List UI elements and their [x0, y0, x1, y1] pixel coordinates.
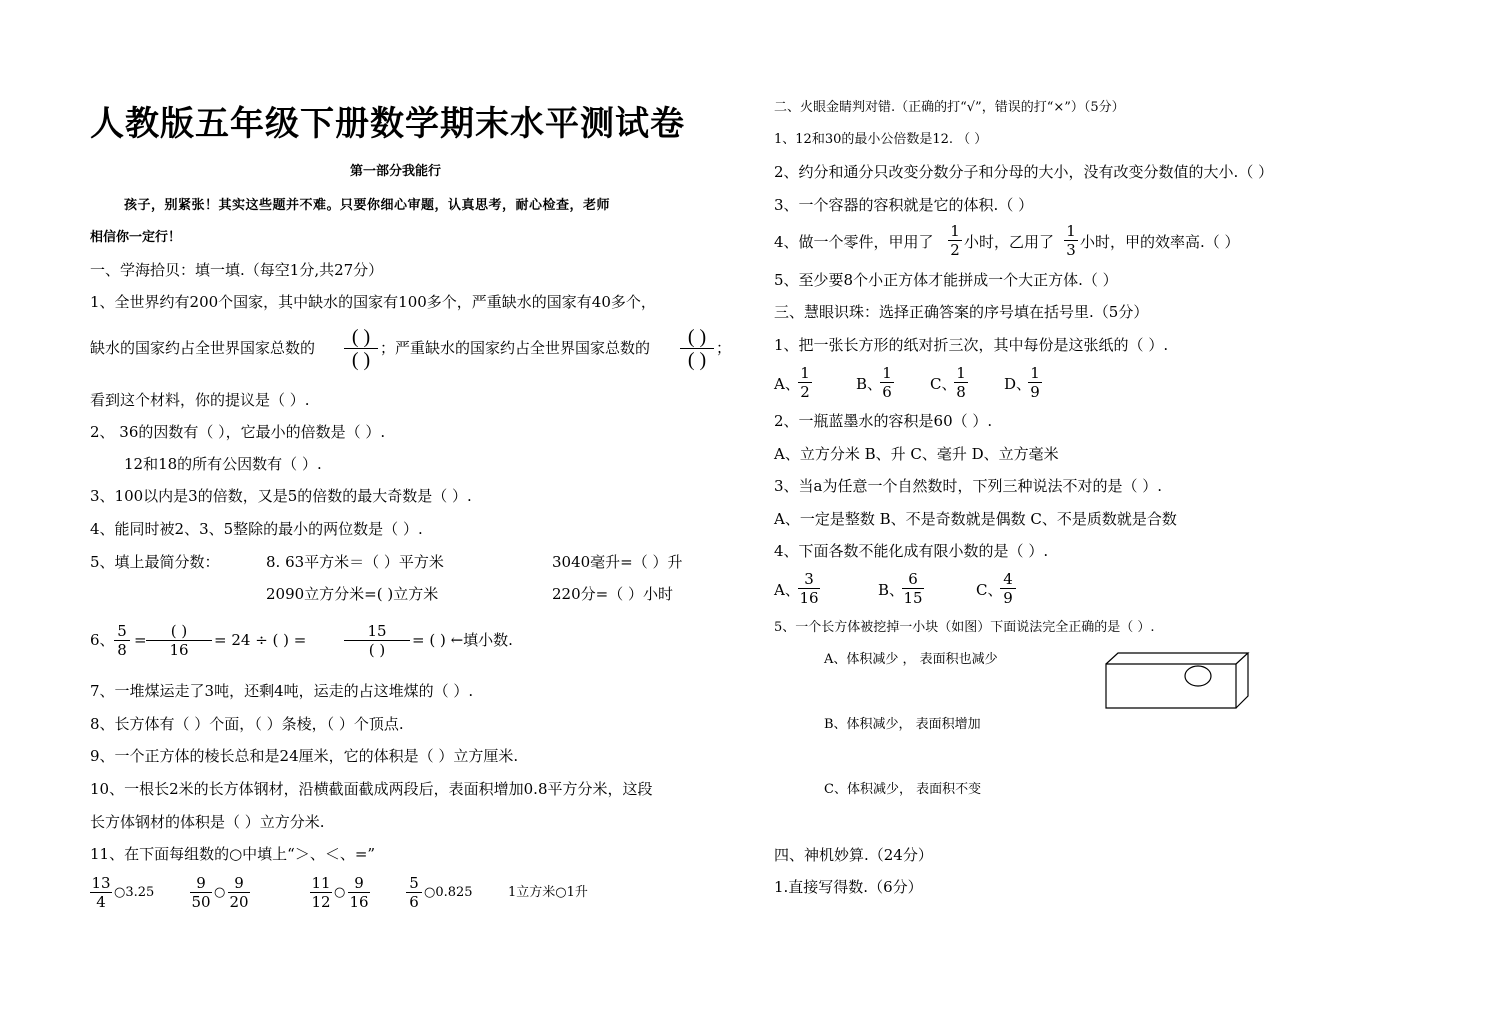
choice-1-opt-b-label: B、 [856, 375, 883, 393]
choice-4-opt-c-label: C、 [976, 581, 1003, 599]
choice-4-opt-a-fraction [798, 570, 820, 607]
section-1-heading: 一、学海拾贝：填一填.（每空1分,共27分） [90, 261, 384, 279]
page-title: 人教版五年级下册数学期末水平测试卷 [90, 104, 685, 144]
fraction-denominator: 8 [956, 383, 966, 401]
fraction-numerator: 1 [880, 364, 894, 383]
q10-line1: 10、一根长2米的长方体钢材，沿横截面截成两段后，表面积增加0.8平方分米，这段 [90, 780, 653, 798]
q11-item1-tail: ○3.25 [114, 885, 155, 900]
fraction-denominator: 16 [799, 589, 819, 607]
fraction-numerator: 11 [311, 874, 331, 892]
q8: 8、长方体有（ ）个面，（ ）条棱，（ ）个顶点. [90, 715, 404, 733]
choice-1: 1、把一张长方形的纸对折三次，其中每份是这张纸的（ ）. [774, 336, 1169, 354]
q1-fraction-blank-1 [344, 326, 378, 371]
fraction-denominator: 6 [882, 383, 892, 401]
fraction-numerator: 3 [798, 570, 820, 589]
choice-1-opt-c-label: C、 [930, 375, 957, 393]
fraction-denominator: 2 [950, 241, 960, 259]
choice-1-opt-a-fraction [798, 364, 812, 401]
q6-fraction-2 [146, 622, 212, 659]
fraction-numerator: 9 [228, 874, 250, 893]
q11-item3-fraction-b [348, 874, 370, 911]
q1-fraction-blank-2 [680, 326, 714, 371]
fraction-numerator: 1 [948, 222, 962, 241]
q6-fraction-1 [114, 622, 130, 659]
judge-4a: 4、做一个零件，甲用了 [774, 233, 934, 251]
fraction-denominator: ( ) [687, 349, 707, 371]
fraction-numerator: 1 [1064, 222, 1078, 241]
choice-4-opt-b-label: B、 [878, 581, 905, 599]
q11-item2-fraction-b [228, 874, 250, 911]
section-2-heading: 二、火眼金睛判对错.（正确的打“√”，错误的打“×”）（5分） [774, 100, 1125, 115]
judge-4b: 小时，乙用了 [964, 233, 1055, 251]
encouragement-line-1: 孩子，别紧张！其实这些题并不难。只要你细心审题，认真思考，耐心检查，老师 [124, 198, 611, 213]
q11-item3-circle: ○ [334, 885, 346, 900]
fraction-denominator: 3 [1066, 241, 1076, 259]
fraction-numerator: 5 [406, 874, 422, 893]
q11-item1-fraction [90, 874, 112, 911]
fraction-numerator: 4 [1000, 570, 1016, 589]
fraction-numerator: ( ) [344, 326, 378, 349]
q10-line2: 长方体钢材的体积是（ ）立方分米. [90, 813, 325, 831]
cuboid-side-face [1236, 653, 1248, 708]
q5-b: 3040毫升=（ ）升 [552, 553, 683, 571]
q11: 11、在下面每组数的○中填上“＞、＜、=” [90, 845, 376, 863]
fraction-denominator: 9 [1003, 589, 1013, 607]
choice-1-opt-c-fraction [954, 364, 968, 401]
fraction-numerator: 5 [114, 622, 130, 641]
choice-4: 4、下面各数不能化成有限小数的是（ ）. [774, 542, 1049, 560]
judge-3: 3、一个容器的容积就是它的体积.（ ） [774, 196, 1034, 214]
q4: 4、能同时被2、3、5整除的最小的两位数是（ ）. [90, 520, 423, 538]
choice-5-opt-b: B、体积减少， 表面积增加 [824, 717, 981, 732]
fraction-denominator: ( ) [351, 349, 371, 371]
choice-1-opt-d-fraction [1028, 364, 1042, 401]
q11-item2-fraction-a [190, 874, 212, 911]
fraction-denominator: 8 [117, 641, 127, 659]
fraction-denominator: 2 [800, 383, 810, 401]
choice-1-opt-b-fraction [880, 364, 894, 401]
q11-item4-tail: ○0.825 [424, 885, 473, 900]
choice-4-opt-b-fraction [902, 570, 924, 607]
fraction-denominator: 50 [191, 893, 211, 911]
fraction-denominator: 4 [96, 893, 106, 911]
part-heading: 第一部分我能行 [350, 164, 442, 179]
fraction-denominator: 12 [311, 893, 331, 911]
q1-semicolon: ； [716, 339, 732, 357]
q6-middle: = 24 ÷ ( ) = [214, 631, 307, 649]
fraction-denominator: 16 [349, 893, 369, 911]
fraction-numerator: 15 [344, 622, 410, 641]
choice-1-opt-a-label: A、 [774, 375, 800, 393]
fraction-numerator: 1 [1028, 364, 1042, 383]
choice-3: 3、当a为任意一个自然数时，下列三种说法不对的是（ ）. [774, 477, 1163, 495]
q2-line2: 12和18的所有公因数有（ ）. [124, 455, 322, 473]
judge-1: 1、12和30的最小公倍数是12. （ ） [774, 132, 988, 147]
choice-5-opt-c: C、体积减少， 表面积不变 [824, 782, 982, 797]
q6-fraction-3 [344, 622, 410, 659]
q1-line1: 1、全世界约有200个国家，其中缺水的国家有100多个，严重缺水的国家有40多个， [90, 293, 656, 311]
fraction-denominator: 15 [903, 589, 923, 607]
q1-line2b: ；严重缺水的国家约占全世界国家总数的 [380, 339, 651, 357]
cuboid-top-face [1106, 653, 1248, 664]
choice-5-opt-a: A、体积减少 ， 表面积也减少 [824, 652, 998, 667]
fraction-numerator: ( ) [146, 622, 212, 641]
q7: 7、一堆煤运走了3吨，还剩4吨，运走的占这堆煤的（ ）. [90, 682, 474, 700]
q6-end: = ( ) ←填小数. [412, 631, 513, 649]
q3: 3、100以内是3的倍数，又是5的倍数的最大奇数是（ ）. [90, 487, 472, 505]
judge-4c: 小时，甲的效率高.（ ） [1080, 233, 1240, 251]
cuboid-figure [1100, 650, 1252, 712]
q1-line3: 看到这个材料，你的提议是（ ）. [90, 391, 310, 409]
dug-out-hole [1185, 666, 1211, 686]
choice-2: 2、一瓶蓝墨水的容积是60（ ）. [774, 412, 993, 430]
fraction-denominator: 6 [409, 893, 419, 911]
choice-5: 5、一个长方体被挖掉一小块（如图）下面说法完全正确的是（ ）. [774, 620, 1155, 635]
q11-item5: 1立方米○1升 [508, 885, 588, 900]
q9: 9、一个正方体的棱长总和是24厘米，它的体积是（ ）立方厘米. [90, 747, 519, 765]
q2-line1: 2、 36的因数有（ ），它最小的倍数是（ ）. [90, 423, 386, 441]
fraction-numerator: 1 [798, 364, 812, 383]
q11-item2-circle: ○ [214, 885, 226, 900]
encouragement-line-2: 相信你一定行！ [90, 230, 182, 245]
fraction-numerator: 1 [954, 364, 968, 383]
q5-prefix: 5、填上最简分数： [90, 553, 220, 571]
judge-4-fraction-2 [1064, 222, 1078, 259]
judge-4-fraction-1 [948, 222, 962, 259]
choice-2-options: A、立方分米 B、升 C、毫升 D、立方毫米 [774, 445, 1059, 463]
q5-c: 2090立方分米=( )立方米 [266, 585, 439, 603]
fraction-denominator: 20 [229, 893, 249, 911]
fraction-numerator: 13 [91, 874, 111, 892]
section-4-heading: 四、神机妙算.（24分） [774, 846, 933, 864]
fraction-numerator: 9 [190, 874, 212, 893]
section-4-sub-1: 1.直接写得数.（6分） [774, 878, 923, 896]
fraction-denominator: 16 [169, 641, 189, 659]
choice-4-opt-c-fraction [1000, 570, 1016, 607]
choice-1-opt-d-label: D、 [1004, 375, 1032, 393]
q6-prefix: 6、 [90, 631, 115, 649]
fraction-denominator: ( ) [368, 641, 386, 659]
q11-item3-fraction-a [310, 874, 332, 911]
q5-a: 8. 63平方米＝（ ）平方米 [266, 553, 444, 571]
q1-line2a: 缺水的国家约占全世界国家总数的 [90, 339, 316, 357]
q6-equals: = [134, 631, 147, 649]
q11-item4-fraction [406, 874, 422, 911]
section-3-heading: 三、慧眼识珠：选择正确答案的序号填在括号里.（5分） [774, 303, 1149, 321]
fraction-numerator: 6 [902, 570, 924, 589]
fraction-numerator: ( ) [680, 326, 714, 349]
choice-3-options: A、一定是整数 B、不是奇数就是偶数 C、不是质数就是合数 [774, 510, 1177, 528]
judge-2: 2、约分和通分只改变分数分子和分母的大小，没有改变分数值的大小.（ ） [774, 163, 1274, 181]
fraction-numerator: 9 [348, 874, 370, 893]
choice-4-opt-a-label: A、 [774, 581, 800, 599]
fraction-denominator: 9 [1030, 383, 1040, 401]
judge-5: 5、至少要8个小正方体才能拼成一个大正方体.（ ） [774, 271, 1118, 289]
q5-d: 220分=（ ）小时 [552, 585, 673, 603]
cuboid-front-face [1106, 664, 1236, 708]
